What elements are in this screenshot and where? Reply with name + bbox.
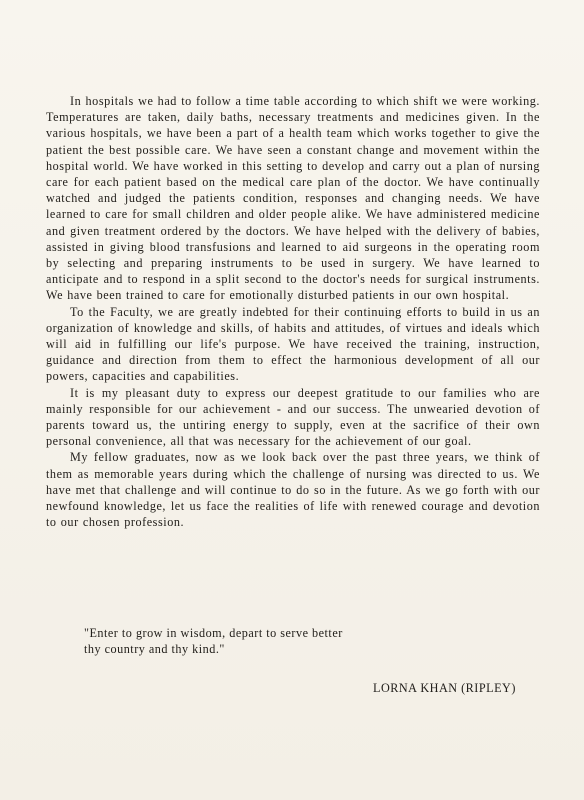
author-signature: LORNA KHAN (RIPLEY) xyxy=(373,681,516,695)
paragraph-families: It is my pleasant duty to express our deepest gratitude to our families who are mainly responsible for our achievement - and our success. The unwearied devotion of parents toward us, the untiring energy to supply, even at the sacrifice of their own personal convenience, all that was necessary for the achievement of our goal. xyxy=(46,385,540,449)
speech-body xyxy=(46,93,540,530)
paragraph-graduates: My fellow graduates, now as we look back over the past three years, we think of them as memorable years during which the challenge of nursing was directed to us. We have met that challenge and will continue to do so in the future. As we go forth with our newfound knowledge, let us face the realities of life with renewed courage and devotion to our chosen profession. xyxy=(46,450,540,530)
quote-line-2: thy country and thy kind." xyxy=(84,642,225,656)
paragraph-faculty: To the Faculty, we are greatly indebted for their continuing efforts to build in us an organization of knowledge and skills, of habits and attitudes, of virtues and ideals which will aid in fulfilling our life's purpose. We have received the training, instruction, guidance and direction from them to effect the harmonious development of all our powers, capacities and capabilities. xyxy=(46,304,540,384)
quote-line-1: "Enter to grow in wisdom, depart to serve better xyxy=(84,626,343,640)
motto-quote xyxy=(84,625,444,657)
paragraph-hospitals: In hospitals we had to follow a time table according to which shift we were working. Temperatures are taken, daily baths, necessary treatments and medicines given. In the various hospitals, we have been a part of a health team which works together to give the patient the best possible care. We have seen a constant change and movement within the hospital world. We have worked in this setting to develop and carry out a plan of nursing care for each patient based on the medical care plan of the doctor. We have continually watched and judged the patients condition, responses and changing needs. We have learned to care for small children and older people alike. We have administered medicine and given treatment ordered by the doctors. We have helped with the delivery of babies, assisted in giving blood transfusions and learned to aid surgeons in the operating room by selecting and preparing instruments to be used in surgery. We have learned to anticipate and to respond in a split second to the doctor's needs for surgical instruments. We have been trained to care for emotionally disturbed patients in our own hospital. xyxy=(46,94,540,303)
